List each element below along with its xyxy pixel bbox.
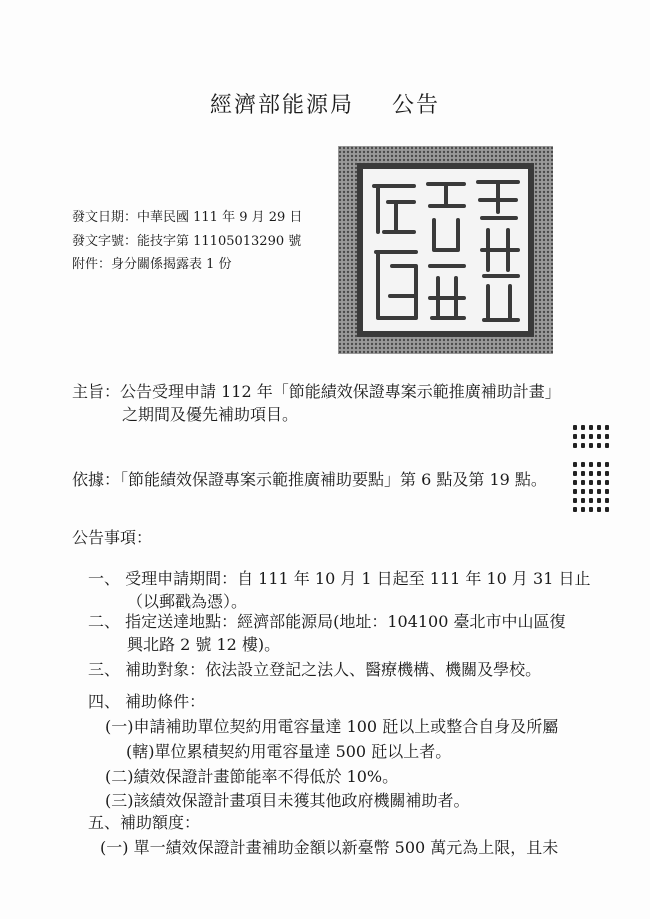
item4-sub1-line1: (一)申請補助單位契約用電容量達 100 瓩以上或整合自身及所屬 <box>105 717 559 736</box>
subject-line-2: 之期間及優先補助項目。 <box>122 405 299 424</box>
perforation-dots-top <box>573 425 609 452</box>
item1-line1: 一、 受理申請期間：自 111 年 10 月 1 日起至 111 年 10 月 31 日止 <box>88 569 591 588</box>
item2-line2: 興北路 2 號 12 樓)。 <box>127 635 281 654</box>
item4-sub1-line2: (轄)單位累積契約用電容量達 500 瓩以上者。 <box>126 742 452 761</box>
item4-sub2: (二)績效保證計畫節能率不得低於 10%。 <box>105 767 399 786</box>
item5-sub1: (一) 單一績效保證計畫補助金額以新臺幣 500 萬元為上限，且未 <box>100 838 559 857</box>
subject-line-1: 主旨：公告受理申請 112 年「節能績效保證專案示範推廣補助計畫」 <box>72 382 561 401</box>
basis-line: 依據：「節能績效保證專案示範推廣補助要點」第 6 點及第 19 點。 <box>72 470 547 489</box>
notice-heading: 公告事項： <box>72 528 153 547</box>
item1-line2: （以郵戳為憑）。 <box>127 592 248 611</box>
issue-date: 發文日期：中華民國 111 年 9 月 29 日 <box>72 210 303 225</box>
attachment: 附件：身分關係揭露表 1 份 <box>72 257 232 272</box>
item5: 五、補助額度： <box>88 813 201 832</box>
perforation-dots-bottom <box>573 462 609 516</box>
item4-sub3: (三)該績效保證計畫項目未獲其他政府機關補助者。 <box>105 791 470 810</box>
agency-name: 經濟部能源局 <box>209 93 354 118</box>
doc-type: 公告 <box>392 93 441 118</box>
item3: 三、 補助對象：依法設立登記之法人、醫療機構、機關及學校。 <box>88 660 542 679</box>
page-title <box>0 88 650 119</box>
official-seal-stamp <box>338 146 553 354</box>
item2-line1: 二、 指定送達地點：經濟部能源局(地址：104100 臺北市中山區復 <box>88 612 566 631</box>
doc-number: 發文字號：能技字第 11105013290 號 <box>72 234 302 249</box>
item4: 四、 補助條件： <box>88 692 206 711</box>
